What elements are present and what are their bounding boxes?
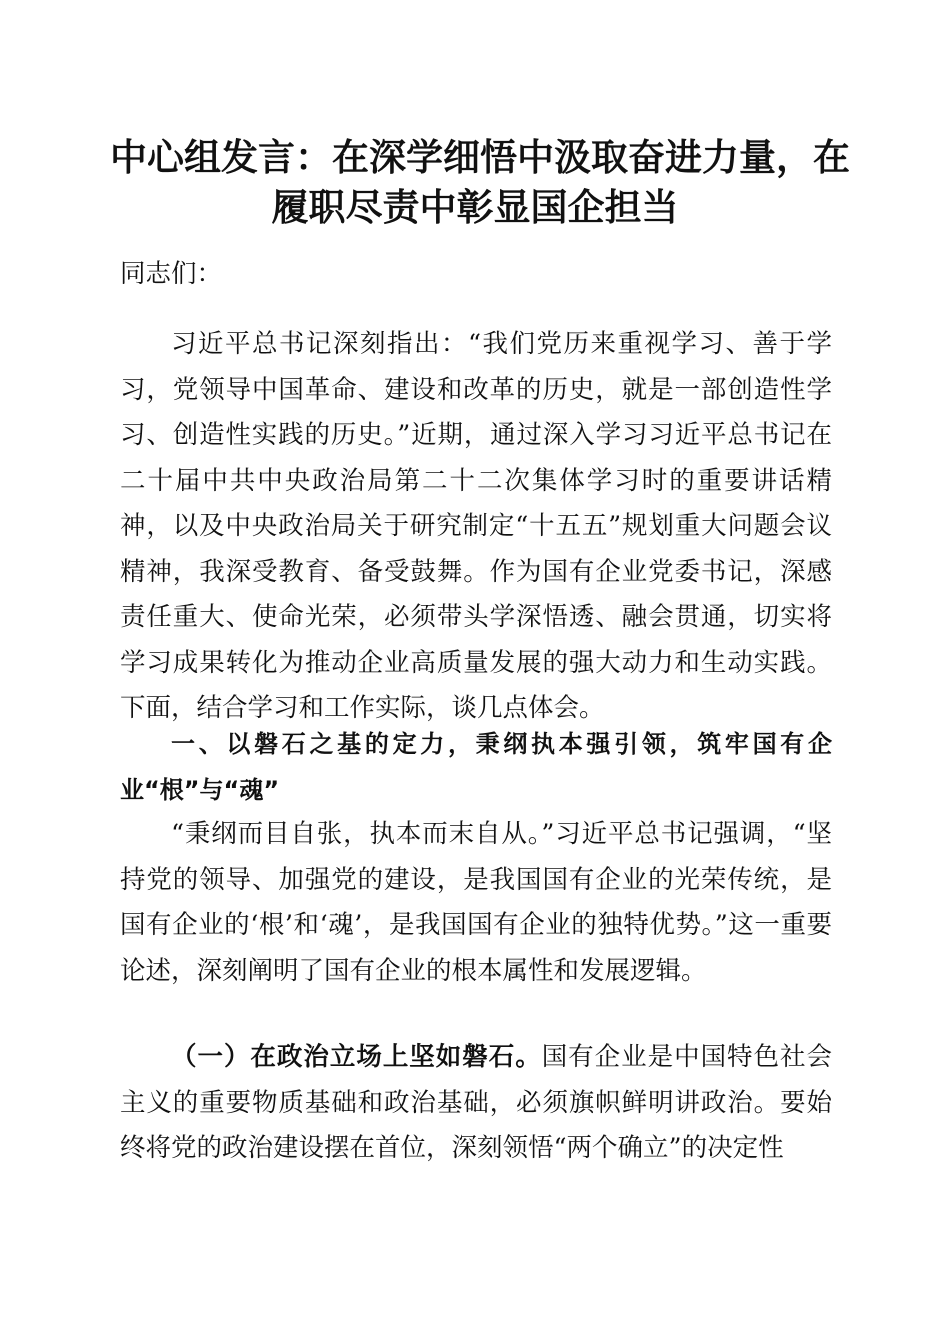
paragraph-section-1: “秉纲而目自张，执本而末自从。”习近平总书记强调，“坚持党的领导、加强党的建设，是我国国有企业的光荣传统，是国有企业的‘根’和‘魂’，是我国国有企业的独特优势。”这一重要论述，深刻阐明了国有企业的根本属性和发展逻辑。 (120, 819, 832, 986)
title-line-1: 中心组发言：在深学细悟中汲取奋进力量，在 (110, 135, 850, 179)
title-line-2: 履职尽责中彰显国企担当 (271, 185, 679, 229)
paragraph-intro: 习近平总书记深刻指出：“我们党历来重视学习、善于学习，党领导中国革命、建设和改革的历史，就是一部创造性学习、创造性实践的历史。”近期，通过深入学习习近平总书记在二十届中共中央政治局第二十二次集体学习时的重要讲话精神，以及中央政治局关于研究制定“十五五”规划重大问题会议精神，我深受教育、备受鼓舞。作为国有企业党委书记，深感责任重大、使命光荣，必须带头学深悟透、融会贯通，切实将学习成果转化为推动企业高质量发展的强大动力和生动实践。下面，结合学习和工作实际，谈几点体会。 (120, 329, 832, 723)
subsection-heading-1: （一）在政治立场上坚如磐石。 (171, 1042, 542, 1072)
subsection-text-1: 国有企业是中国特色社会主义的重要物质基础和政治基础，必须旗帜鲜明讲政治。要始终将党的政治建设摆在首位，深刻领悟“两个确立”的决定性 (120, 1042, 832, 1163)
section-heading-1: 一、以磐石之基的定力，秉纲执本强引领，筑牢国有企业“根”与“魂” (120, 730, 832, 804)
paragraph-subsection-1 (120, 1035, 832, 1172)
document-title (110, 132, 850, 232)
salutation: 同志们： (120, 259, 223, 289)
